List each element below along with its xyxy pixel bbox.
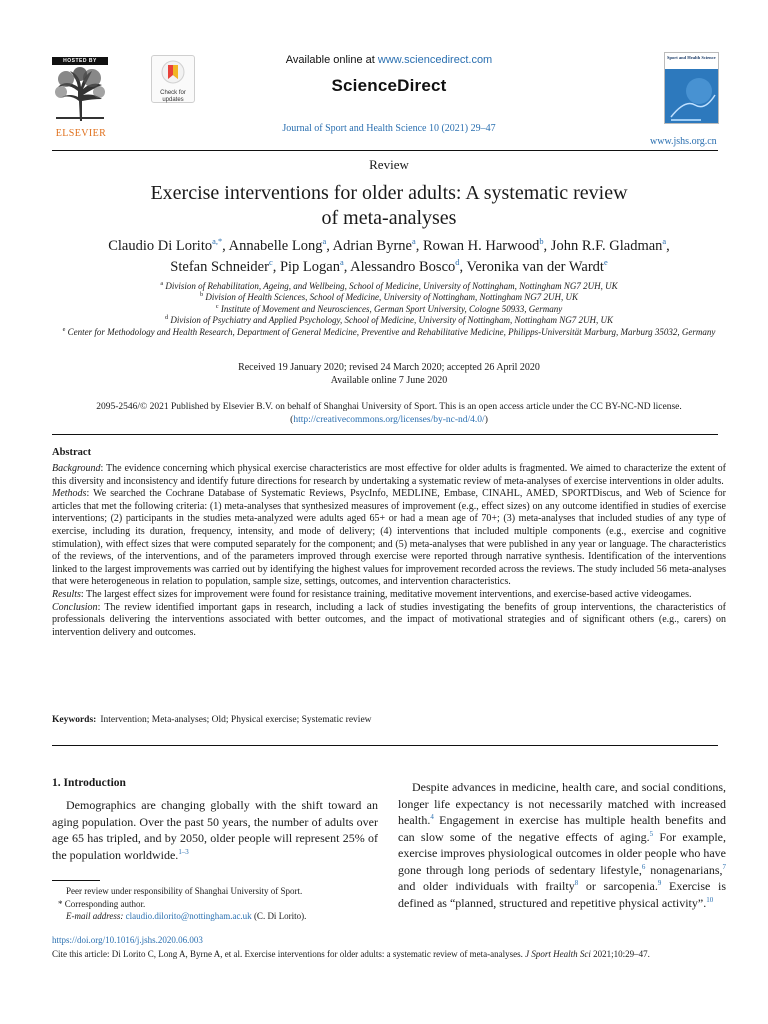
- abstract-conclusion-label: Conclusion: [52, 601, 98, 613]
- available-online-prefix: Available online at: [285, 54, 378, 66]
- abstract-conclusion-text: : The review identified important gaps in research, including a lack of studies investigating the benefits of group interventions, the characteristics of professionals delivering the interventions associated with better outcomes, and the impact of motivational strategies and of significant others (e.g., carers) on intervention delivery and outcomes.: [52, 601, 726, 638]
- affiliation-mark: e: [62, 325, 66, 333]
- abstract-background: [52, 463, 726, 488]
- abstract-methods: [52, 488, 726, 589]
- abstract-top-divider: [52, 434, 718, 435]
- received-dates: Received 19 January 2020; revised 24 March 2020; accepted 26 April 2020: [238, 362, 540, 373]
- abstract-methods-label: Methods: [52, 488, 87, 500]
- abstract-background-text: : The evidence concerning which physical exercise characteristics are most effective for older adults is fragmented. We aimed to characterize the extent of this diversity and inconsistency and identify future directions for research by undertaking a systematic review of meta-analyses of exercise interventions in older adults.: [52, 463, 726, 487]
- affiliation-mark: a: [160, 280, 164, 287]
- author-name[interactable]: Pip Logan: [279, 259, 340, 275]
- email-link[interactable]: claudio.dilorito@nottingham.ac.uk: [125, 911, 252, 921]
- affiliation-mark: b: [199, 291, 204, 299]
- affiliation-mark: c: [215, 302, 219, 310]
- citation-ref[interactable]: 1–3: [178, 847, 189, 856]
- citation-ref[interactable]: 4: [430, 813, 434, 821]
- intro-right-text: nonagenarians,: [645, 862, 723, 877]
- author-affil-mark[interactable]: e: [603, 258, 608, 268]
- author-name[interactable]: Claudio Di Lorito: [108, 238, 213, 254]
- author-affil-mark[interactable]: a: [339, 258, 344, 268]
- email-label: E-mail address:: [66, 911, 124, 921]
- cover-artwork-icon: [665, 69, 718, 124]
- author-affil-mark[interactable]: b: [539, 237, 544, 247]
- article-title: [52, 181, 726, 231]
- affiliation-list: [52, 281, 726, 338]
- affiliation-item: [52, 281, 726, 292]
- author-name[interactable]: Alessandro Bosco: [350, 259, 456, 275]
- sciencedirect-wordmark: ScienceDirect: [331, 76, 447, 95]
- citation-text: [52, 948, 726, 960]
- affiliation-text: Center for Methodology and Health Research, Department of General Medicine, Preventive and Rehabilitative Medicine, Philipps-Universität Marburg, Marburg 35032, Germany: [65, 326, 716, 337]
- abstract-background-label: Background: [52, 463, 101, 474]
- citation-ref[interactable]: 7: [722, 862, 726, 871]
- abstract-conclusion: [52, 602, 726, 640]
- footnote-divider: [52, 880, 100, 881]
- abstract-results: [52, 589, 726, 602]
- email-suffix: (C. Di Lorito).: [251, 911, 307, 921]
- corresponding-author-text: Corresponding author.: [62, 898, 146, 909]
- email-note: [52, 910, 378, 923]
- journal-reference[interactable]: Journal of Sport and Health Science 10 (2021) 29–47: [282, 123, 496, 134]
- citation-suffix: 2021;10:29–47.: [590, 949, 650, 959]
- publisher-name: ELSEVIER: [55, 128, 107, 139]
- author-separator: ,: [222, 238, 229, 254]
- article-dates: [0, 362, 768, 387]
- abstract-bottom-divider: [52, 745, 718, 746]
- available-online-date: Available online 7 June 2020: [330, 374, 448, 386]
- asterisk-mark: *: [58, 898, 63, 909]
- affiliation-text: Institute of Movement and Neurosciences, German Sport University, Cologne 50933, Germany: [218, 303, 563, 314]
- article-title-line1: Exercise interventions for older adults: A systematic review: [150, 182, 628, 204]
- author-separator: ,: [666, 238, 670, 254]
- keywords-line: [52, 715, 372, 725]
- author-separator: ,: [343, 259, 351, 275]
- intro-right-text: Engagement in exercise has multiple health benefits and can slow some of the negative effects of aging.: [398, 813, 726, 844]
- intro-paragraph-right: [398, 779, 726, 911]
- license-statement: [52, 401, 726, 426]
- affiliation-mark: d: [165, 314, 169, 322]
- citation-ref[interactable]: 6: [641, 862, 646, 871]
- keywords-list: Intervention; Meta-analyses; Old; Physical exercise; Systematic review: [100, 715, 372, 725]
- author-name[interactable]: Veronika van der Wardt: [466, 259, 604, 275]
- section-heading-introduction: 1. Introduction: [52, 777, 126, 789]
- author-affil-mark[interactable]: c: [268, 258, 273, 268]
- author-affil-mark[interactable]: a: [662, 237, 667, 247]
- affiliation-text: Division of Psychiatry and Applied Psychology, School of Medicine, University of Nottingham, Nottingham NG7 2UH, UK: [168, 315, 613, 326]
- affiliation-text: Division of Health Sciences, School of Medicine, University of Nottingham, Nottingham NG7 2UH, UK: [203, 292, 579, 303]
- author-name[interactable]: Annabelle Long: [228, 238, 323, 254]
- intro-right-text: Exercise is defined as “planned, structured and repetitive physical activity”.: [398, 879, 726, 910]
- citation-ref[interactable]: 9: [657, 879, 662, 887]
- author-list: [52, 236, 726, 278]
- affiliation-item: [52, 304, 726, 315]
- author-affil-mark[interactable]: d: [455, 258, 460, 268]
- footnotes: [52, 885, 378, 923]
- affiliation-text: Division of Rehabilitation, Ageing, and Wellbeing, School of Medicine, University of Nottingham, Nottingham NG7 2UH, UK: [163, 281, 618, 291]
- peer-review-note: Peer review under responsibility of Shanghai University of Sport.: [66, 886, 303, 896]
- abstract-heading: Abstract: [52, 447, 92, 458]
- intro-right-text: and older individuals with frailty: [398, 879, 575, 893]
- citation-journal: J Sport Health Sci: [525, 949, 591, 959]
- abstract-body: [52, 463, 726, 639]
- abstract-methods-text: : We searched the Cochrane Database of Systematic Reviews, PsycInfo, MEDLINE, Embase, CINAHL, AMED, SPORTDiscus, and Web of Science for articles that met the following criteria: (1) meta-analyses that synthesized measures of improvement (e.g., effect sizes) on any outcome identified in studies of exercise interventions; (2) participants in the studies meta-analyzed were adults aged 65+ or had a mean age of 70+; (3) meta-analyses that included studies of any type of exercise, including its duration, frequency, intensity, and mode of delivery; (4) interventions that included multiple components (e.g., exercise and cognitive stimulation), with effect sizes that were computed separately for the component; and (5) meta-analyses that were published in any year or language. The characteristics of the reviews, of the interventions, and of the parameters improved through exercise were reported through narrative synthesis. Identification of the interventions linked to the largest improvements was carried out by identifying the highest values for improvement recorded across the reviews. The study included 56 meta-analyses that were heterogeneous in relation to population, sample size, settings, outcomes, and intervention characteristics.: [52, 488, 726, 588]
- author-separator: ,: [543, 238, 551, 254]
- intro-paragraph-left: [52, 797, 378, 863]
- citation-prefix: Cite this article: Di Lorito C, Long A, Byrne A, et al. Exercise interventions for older adults: a systematic review of meta-analyses.: [52, 949, 526, 959]
- author-separator: ,: [272, 259, 280, 275]
- affiliation-item: [52, 292, 726, 303]
- citation-ref[interactable]: 5: [649, 829, 654, 838]
- corresponding-author-note: [52, 898, 378, 911]
- author-affil-mark[interactable]: a: [322, 237, 327, 247]
- check-for-updates-label: Check for updates: [160, 90, 186, 103]
- sciencedirect-link[interactable]: www.sciencedirect.com: [377, 54, 493, 66]
- author-separator: ,: [415, 238, 423, 254]
- cover-title: Sport and Health Science: [665, 53, 718, 69]
- license-paren-open: (: [290, 414, 294, 425]
- keywords-label: Keywords:: [52, 715, 97, 725]
- abstract-results-text: : The largest effect sizes for improvement were found for resistance training, meditative movement interventions, and exercise-based active videogames.: [80, 588, 692, 600]
- author-affil-mark[interactable]: a,*: [212, 237, 223, 247]
- author-name[interactable]: John R.F. Gladman: [550, 238, 663, 254]
- abstract-results-label: Results: [52, 588, 81, 600]
- license-link[interactable]: http://creativecommons.org/licenses/by-nc-nd/4.0/: [293, 414, 485, 425]
- available-online-line: [0, 54, 768, 66]
- intro-right-text: or sarcopenia.: [578, 879, 658, 893]
- journal-website-link[interactable]: www.jshs.org.cn: [650, 136, 717, 147]
- doi-link[interactable]: https://doi.org/10.1016/j.jshs.2020.06.003: [52, 935, 203, 945]
- intro-right-text: For example, exercise improves physiological outcomes in older people who have gone through long periods of sedentary lifestyle,: [398, 829, 726, 877]
- license-text: 2095-2546/© 2021 Published by Elsevier B.V. on behalf of Shanghai University of Sport. This is an open access article under the CC BY-NC-ND license.: [96, 402, 682, 412]
- author-affil-mark[interactable]: a: [411, 237, 416, 247]
- journal-cover-image[interactable]: [664, 52, 719, 124]
- author-name[interactable]: Rowan H. Harwood: [422, 238, 540, 254]
- hosted-by-label: HOSTED BY: [52, 57, 108, 65]
- citation-ref[interactable]: 10: [706, 895, 714, 904]
- article-type: Review: [369, 157, 409, 172]
- author-separator: ,: [326, 238, 333, 254]
- affiliation-item: [52, 315, 726, 326]
- intro-left-text: Demographics are changing globally with the shift toward an aging population. Over the past 50 years, the number of adults over age 65 has tripled, and by 2050, older people will represent 25% of the population worldwide.: [52, 798, 378, 862]
- author-name[interactable]: Stefan Schneider: [170, 259, 269, 275]
- license-paren-close: ): [484, 414, 488, 425]
- affiliation-item: [52, 327, 726, 338]
- intro-right-text: Despite advances in medicine, health care, and social conditions, longer life expectancy is not necessarily matched with increased health.: [398, 780, 726, 827]
- citation-ref[interactable]: 8: [574, 879, 579, 887]
- article-title-line2: of meta-analyses: [321, 207, 457, 229]
- author-separator: ,: [459, 259, 467, 275]
- author-name[interactable]: Adrian Byrne: [332, 238, 412, 254]
- header-divider: [52, 150, 718, 151]
